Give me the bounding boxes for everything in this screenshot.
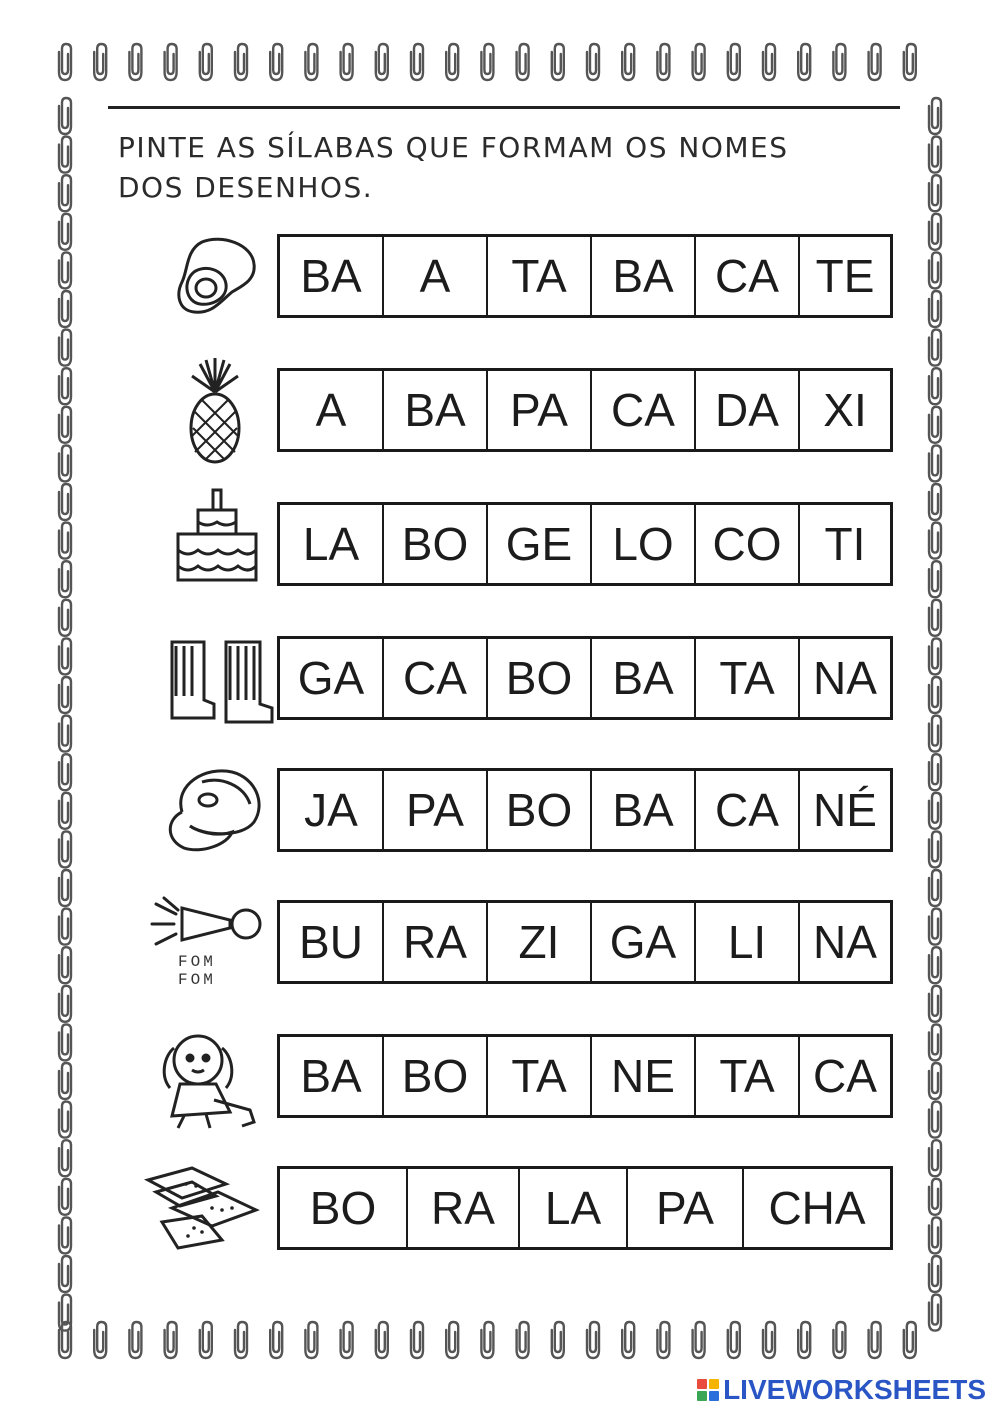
syllable-cell[interactable]: BO	[382, 1037, 486, 1115]
paperclip-icon	[481, 1322, 493, 1358]
syllable-cell[interactable]: BU	[280, 903, 382, 981]
paperclip-icon	[929, 484, 941, 520]
paperclip-icon	[59, 214, 71, 250]
paperclip-icon	[763, 44, 775, 80]
paperclip-icon	[270, 1322, 282, 1358]
paperclip-icon	[929, 523, 941, 559]
paperclip-icon	[622, 1322, 634, 1358]
syllable-cell[interactable]: JA	[280, 771, 382, 849]
syllable-cell[interactable]: TA	[694, 639, 798, 717]
syllable-cell[interactable]: NÉ	[798, 771, 890, 849]
paperclip-icon	[929, 831, 941, 867]
paperclip-icon	[929, 600, 941, 636]
paperclip-icon	[929, 291, 941, 327]
paperclip-icon	[165, 1322, 177, 1358]
paperclip-icon	[929, 677, 941, 713]
paperclip-icon	[59, 1063, 71, 1099]
paperclip-icon	[59, 831, 71, 867]
horn-icon	[150, 894, 270, 990]
instructions-line-2: DOS DESENHOS.	[118, 171, 374, 204]
doll-icon	[154, 1026, 262, 1132]
syllable-cell[interactable]: TA	[486, 237, 590, 315]
syllable-cell[interactable]: LI	[694, 903, 798, 981]
header-rule	[108, 106, 900, 109]
syllable-cell[interactable]: NA	[798, 903, 890, 981]
paperclip-icon	[59, 870, 71, 906]
paperclip-icon	[59, 909, 71, 945]
paperclip-icon	[929, 947, 941, 983]
paperclip-icon	[929, 793, 941, 829]
syllable-row-6	[277, 900, 893, 984]
paperclip-icon	[552, 1322, 564, 1358]
paperclip-icon	[59, 291, 71, 327]
paperclip-icon	[59, 523, 71, 559]
syllable-cell[interactable]: BO	[486, 639, 590, 717]
syllable-cell[interactable]: BA	[382, 371, 486, 449]
paperclip-icon	[693, 1322, 705, 1358]
syllable-row-5	[277, 768, 893, 852]
syllable-cell[interactable]: BA	[280, 1037, 382, 1115]
paperclip-icon	[929, 445, 941, 481]
syllable-cell[interactable]: LO	[590, 505, 694, 583]
paperclip-icon	[657, 44, 669, 80]
paperclip-icon	[929, 1140, 941, 1176]
syllable-cell[interactable]: GA	[280, 639, 382, 717]
paperclip-icon	[411, 1322, 423, 1358]
logo-mark-icon	[697, 1379, 719, 1401]
paperclip-icon	[59, 754, 71, 790]
paperclip-icon	[59, 368, 71, 404]
syllable-cell[interactable]: TI	[798, 505, 890, 583]
paperclip-icon	[59, 638, 71, 674]
paperclip-icon	[929, 754, 941, 790]
paperclip-icon	[305, 44, 317, 80]
paperclip-icon	[833, 44, 845, 80]
syllable-cell[interactable]: CO	[694, 505, 798, 583]
instructions	[118, 128, 900, 208]
paperclip-icon	[904, 1322, 916, 1358]
paperclip-icon	[587, 1322, 599, 1358]
paperclip-icon	[59, 1295, 71, 1331]
paperclip-icon	[376, 44, 388, 80]
syllable-cell[interactable]: CA	[798, 1037, 890, 1115]
paperclip-icon	[270, 44, 282, 80]
paperclip-icon	[929, 1179, 941, 1215]
paperclip-icon	[446, 1322, 458, 1358]
paperclip-icon	[59, 600, 71, 636]
paperclip-icon	[411, 44, 423, 80]
paperclip-icon	[59, 445, 71, 481]
paperclip-icon	[929, 330, 941, 366]
syllable-cell[interactable]: PA	[486, 371, 590, 449]
paperclip-icon	[552, 44, 564, 80]
syllable-row-8	[277, 1166, 893, 1250]
syllable-row-3	[277, 502, 893, 586]
paperclip-icon	[929, 1102, 941, 1138]
cap-icon	[162, 764, 268, 856]
syllable-cell[interactable]: BA	[280, 237, 382, 315]
paperclip-icon	[929, 214, 941, 250]
crackers-icon	[142, 1162, 272, 1260]
syllable-cell[interactable]: LA	[280, 505, 382, 583]
paperclip-icon	[59, 175, 71, 211]
syllable-row-4	[277, 636, 893, 720]
syllable-cell[interactable]: CA	[590, 371, 694, 449]
paperclip-icon	[59, 1217, 71, 1253]
syllable-cell[interactable]: DA	[694, 371, 798, 449]
paperclip-icon	[446, 44, 458, 80]
syllable-cell[interactable]: CA	[694, 771, 798, 849]
syllable-cell[interactable]: A	[382, 237, 486, 315]
paperclip-icon	[235, 44, 247, 80]
paperclip-icon	[833, 1322, 845, 1358]
horn-sound-1: FOM	[178, 953, 216, 971]
paperclip-icon	[587, 44, 599, 80]
paperclip-icon	[657, 1322, 669, 1358]
paperclip-icon	[929, 986, 941, 1022]
paperclip-icon	[728, 44, 740, 80]
horn-sound-2: FOM	[178, 971, 216, 989]
syllable-cell[interactable]: LA	[518, 1169, 626, 1247]
paperclip-icon	[929, 909, 941, 945]
syllable-cell[interactable]: ZI	[486, 903, 590, 981]
paperclip-icon	[341, 44, 353, 80]
paperclip-icon	[59, 330, 71, 366]
paperclip-icon	[59, 947, 71, 983]
syllable-cell[interactable]: PA	[626, 1169, 742, 1247]
pineapple-icon	[180, 354, 250, 466]
syllable-cell[interactable]: TA	[486, 1037, 590, 1115]
paperclip-icon	[235, 1322, 247, 1358]
avocado-icon	[172, 230, 262, 320]
cake-icon	[172, 484, 262, 584]
syllable-cell[interactable]: TA	[694, 1037, 798, 1115]
paperclip-icon	[798, 1322, 810, 1358]
syllable-cell[interactable]: BA	[590, 639, 694, 717]
syllable-cell[interactable]: BO	[382, 505, 486, 583]
boots-icon	[164, 638, 276, 728]
brand-name: LIVEWORKSHEETS	[723, 1374, 986, 1405]
instructions-line-1: PINTE AS SÍLABAS QUE FORMAM OS NOMES	[118, 131, 789, 164]
paperclip-icon	[929, 252, 941, 288]
syllable-cell[interactable]: NE	[590, 1037, 694, 1115]
paperclip-icon	[929, 1295, 941, 1331]
paperclip-icon	[376, 1322, 388, 1358]
syllable-cell[interactable]: TE	[798, 237, 890, 315]
paperclip-icon	[929, 870, 941, 906]
paperclip-icon	[929, 1024, 941, 1060]
syllable-cell[interactable]: BA	[590, 237, 694, 315]
paperclip-icon	[59, 716, 71, 752]
paperclip-icon	[929, 561, 941, 597]
paperclip-icon	[59, 407, 71, 443]
paperclip-icon	[59, 1256, 71, 1292]
paperclip-icon	[622, 44, 634, 80]
paperclip-icon	[693, 44, 705, 80]
syllable-cell[interactable]: GE	[486, 505, 590, 583]
paperclip-icon	[341, 1322, 353, 1358]
paperclip-icon	[904, 44, 916, 80]
syllable-cell[interactable]: RA	[406, 1169, 518, 1247]
paperclip-icon	[59, 986, 71, 1022]
liveworksheets-logo	[697, 1374, 986, 1406]
paperclip-icon	[94, 1322, 106, 1358]
syllable-cell[interactable]: CA	[382, 639, 486, 717]
paperclip-icon	[59, 561, 71, 597]
paperclip-icon	[59, 44, 71, 80]
paperclip-icon	[59, 1179, 71, 1215]
paperclip-icon	[59, 98, 71, 134]
paperclip-icon	[94, 44, 106, 80]
syllable-cell[interactable]: BO	[486, 771, 590, 849]
paperclip-icon	[481, 44, 493, 80]
syllable-cell[interactable]: PA	[382, 771, 486, 849]
paperclip-icon	[129, 1322, 141, 1358]
syllable-cell[interactable]: GA	[590, 903, 694, 981]
paperclip-icon	[59, 1140, 71, 1176]
paperclip-icon	[929, 175, 941, 211]
syllable-cell[interactable]: BA	[590, 771, 694, 849]
paperclip-icon	[929, 407, 941, 443]
paperclip-icon	[59, 484, 71, 520]
paperclip-icon	[59, 793, 71, 829]
paperclip-icon	[200, 1322, 212, 1358]
paperclip-icon	[517, 44, 529, 80]
paperclip-icon	[798, 44, 810, 80]
paperclip-icon	[929, 716, 941, 752]
paperclip-icon	[929, 1217, 941, 1253]
paperclip-icon	[929, 1256, 941, 1292]
paperclip-icon	[59, 1024, 71, 1060]
syllable-cell[interactable]: CA	[694, 237, 798, 315]
syllable-cell[interactable]: BO	[280, 1169, 406, 1247]
syllable-row-1	[277, 234, 893, 318]
paperclip-icon	[929, 368, 941, 404]
paperclip-icon	[305, 1322, 317, 1358]
paperclip-icon	[59, 137, 71, 173]
paperclip-icon	[200, 44, 212, 80]
syllable-cell[interactable]: CHA	[742, 1169, 890, 1247]
syllable-cell[interactable]: A	[280, 371, 382, 449]
paperclip-icon	[763, 1322, 775, 1358]
syllable-row-2	[277, 368, 893, 452]
paperclip-icon	[59, 1102, 71, 1138]
syllable-cell[interactable]: RA	[382, 903, 486, 981]
syllable-row-7	[277, 1034, 893, 1118]
syllable-cell[interactable]: NA	[798, 639, 890, 717]
syllable-cell[interactable]: XI	[798, 371, 890, 449]
paperclip-icon	[165, 44, 177, 80]
paperclip-icon	[929, 137, 941, 173]
paperclip-icon	[59, 252, 71, 288]
paperclip-icon	[129, 44, 141, 80]
paperclip-icon	[929, 1063, 941, 1099]
paperclip-icon	[728, 1322, 740, 1358]
paperclip-icon	[59, 677, 71, 713]
paperclip-icon	[929, 638, 941, 674]
paperclip-icon	[869, 44, 881, 80]
paperclip-icon	[869, 1322, 881, 1358]
paperclip-icon	[929, 98, 941, 134]
paperclip-icon	[517, 1322, 529, 1358]
